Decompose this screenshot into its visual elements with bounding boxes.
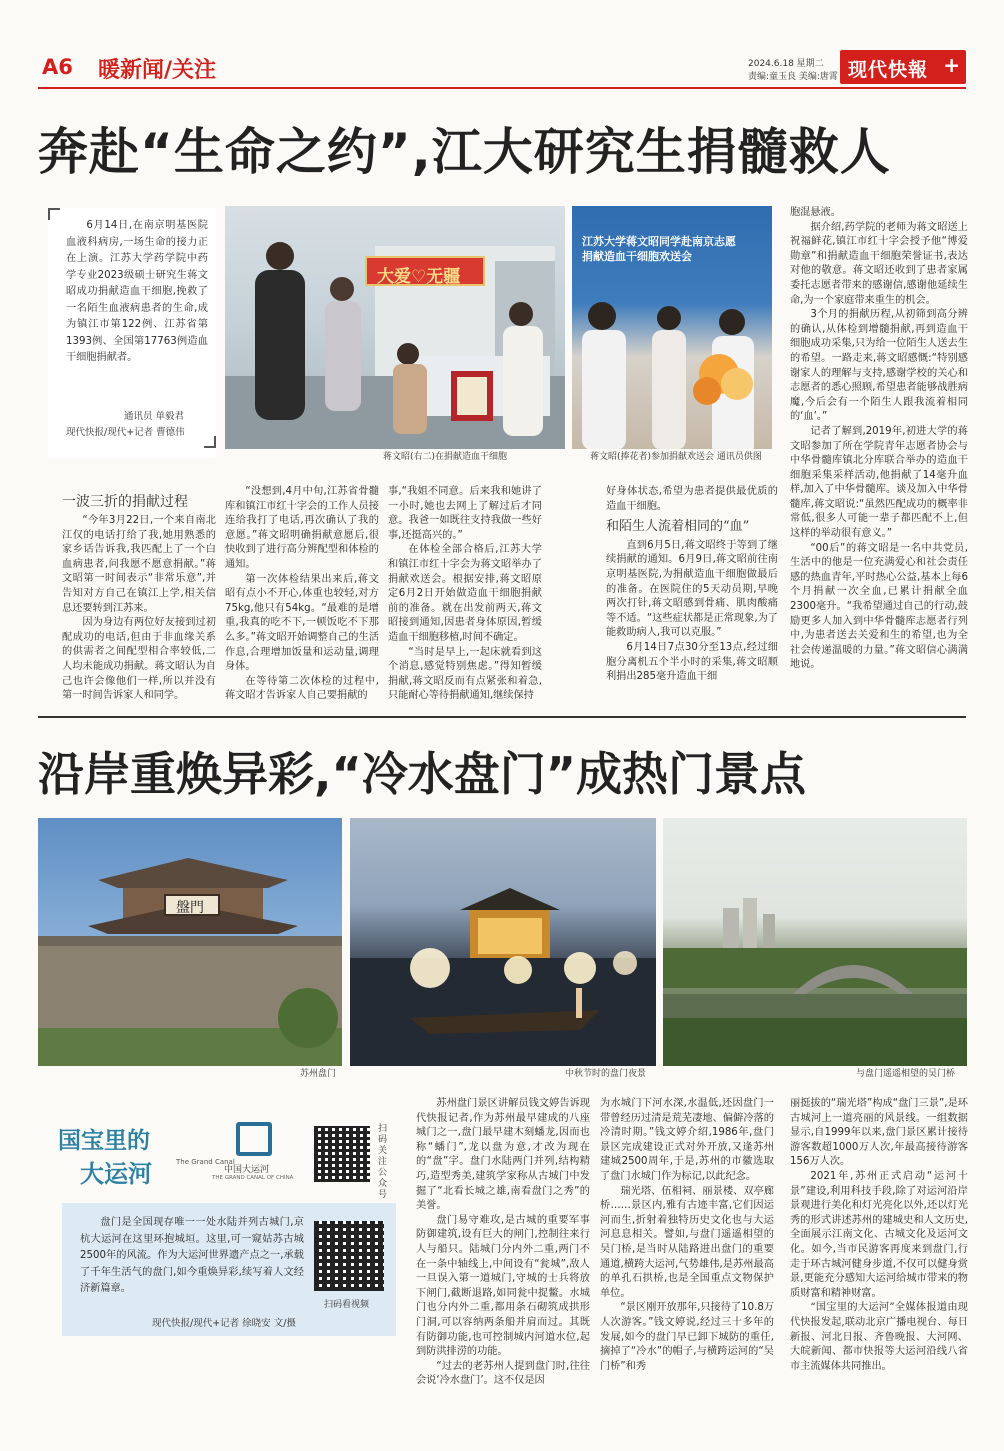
story1-byline-1: 通讯员 单毅君 — [124, 411, 185, 422]
masthead-logo — [840, 50, 966, 84]
story1-column-1 — [62, 514, 216, 704]
photo1-caption: 蒋文昭(右二)在捐献造血干细胞 — [383, 452, 508, 462]
story2-column-2 — [600, 1097, 774, 1374]
paragraph: 2021年,苏州正式启动“运河十景”建设,利用科技手段,除了对运河沿岸景观进行美化和灯光亮化以外,还以灯光秀的形式讲述苏州的建城史和人文历史,全面展示江南文化、古城文化及运河文化。如今,当市民游客再度来到盘门,行走于环古城河健身步道,不仅可以健身赏景,更能充分感知大运河给城市带来的物质财富和精神财富。 — [790, 1170, 968, 1299]
story1-headline: 奔赴“生命之约”,江大研究生捐髓救人 — [38, 123, 891, 181]
gate-scene — [38, 818, 342, 1066]
night-scene — [350, 818, 656, 1066]
story2-column-1 — [416, 1097, 590, 1389]
story1-column-4 — [606, 485, 778, 685]
story1-byline-2: 现代快报/现代+记者 曹德伟 — [66, 427, 185, 438]
editor-credits: 责编:童玉良 美编:唐霄 — [748, 72, 838, 82]
paragraph: 丽挺拔的“瑞光塔”构成“盘门三景”,是环古城河上一道亮丽的风景线。一组数据显示,自1999年以来,盘门景区累计接待游客数超1000万人次,年最高接待游客156万人次。 — [790, 1098, 968, 1168]
paragraph: 第一次体检结果出来后,蒋文昭有点小不开心,体重也较轻,对方75kg,他只有54kg。“最难的是增重,我真的吃不下,一顿饭吃不下那么多。”蒋文昭开始调整自己的生活作息,合理增加饭量和运动量,调理身体。 — [225, 573, 379, 673]
paragraph: “过去的老苏州人提到盘门时,往往会说‘冷水盘门’。这不仅是因 — [416, 1360, 590, 1387]
paragraph: 瑞光塔、伍相祠、丽景楼、双亭廊桥……景区内,雅有古迹丰富,它们因运河而生,折射着独特历史文化也与大运河息息相关。譬如,与盘门遥遥相望的吴门桥,是当时从陆路进出盘门的重要通道,横跨大运河,气势雄伟,是苏州最高的单孔石拱桥,也是全国重点文物保护单位。 — [600, 1185, 774, 1299]
paragraph: 因为身边有两位好友接到过初配成功的电话,但由于非血缘关系的供需者之间配型相合率较低,二人均未能成功捐献。蒋文昭认为自己也许会像他们一样,所以并没有第一时间告诉家人和同学。 — [62, 617, 216, 702]
paragraph: 苏州盘门景区讲解员钱文婷告诉现代快报记者,作为苏州最早建成的八座城门之一,盘门最早建木刻蟠龙,因而也称“蟠门”,龙以盘为意,才改为现在的“盘”字。盘门水陆两门并列,结构精巧,造型秀美,建筑学家称从古城门中发掘了“北看长城之雄,南看盘门之秀”的美誉。 — [416, 1098, 590, 1212]
qr-code-wechat-icon — [314, 1126, 370, 1182]
masthead-name: 现代快報 — [848, 59, 929, 81]
photo-donation-ward — [225, 206, 565, 449]
section-title: 暖新闻/关注 — [98, 58, 217, 83]
bridge-scene — [663, 818, 967, 1066]
column-brand-panel — [48, 1118, 398, 1198]
story1-lead-box — [48, 208, 216, 458]
story2-lead: 盘门是全国现存唯一一处水陆并列古城门,京杭大运河在这里环抱城垣。这里,可一窥姑苏古城2500年的风流。作为大运河世界遗产点之一,承载了千年生活气的盘门,如今重焕异彩,续写着人文经济新篇章。 — [80, 1217, 304, 1294]
story2-column-3 — [790, 1097, 968, 1374]
story1-column-3 — [388, 485, 542, 704]
paragraph: 为水城门下河水深,水温低,还因盘门一带曾经历过清是荒芜凄地、偏僻冷落的冷清时期。”钱文婷介绍,1986年,盘门景区完成建设正式对外开放,又逢苏州建城2500周年,于是,苏州的市徽选取了盘门水城门作为标记,以此纪念。 — [600, 1098, 774, 1182]
paragraph: “00后”的蒋文昭是一名中共党员,生活中的他是一位充满爱心和社会责任感的热血青年,平时热心公益,基本上每6个月捐献一次全血,已累计捐献全血2300毫升。“我希望通过自己的行动,鼓励更多人加入到中华骨髓库志愿者行列中,为患者送去关爱和生的希望,也为全社会传递温暖的力量。”蒋文昭信心满满地说。 — [790, 542, 968, 671]
qr1-label: 扫码关注公众号 — [378, 1124, 388, 1200]
story1-lead: 6月14日,在南京明基医院血液科病房,一场生命的接力正在上演。江苏大学药学院中药学专业2023级硕士研究生蒋文昭成功捐献造血干细胞,挽救了一名陌生血液病患者的生命,成为镇江市第122例、江苏省第1393例、全国第17763例造血干细胞捐献者。 — [66, 220, 208, 363]
issue-date: 2024.6.18 星期二 — [748, 59, 824, 69]
page-number: A6 — [42, 55, 73, 79]
farewell-scene — [572, 206, 772, 449]
paragraph: 直到6月5日,蒋文昭终于等到了继续捐献的通知。6月9日,蒋文昭前往南京明基医院,为捐献造血干细胞做最后的准备。在医院住的5天动员期,早晚两次打针,蒋文昭感到骨痛、肌肉酸痛等不适。“这些症状都是正常现象,为了能救助病人,我可以克服。” — [606, 539, 778, 639]
story2-headline: 沿岸重焕异彩,“冷水盘门”成热门景点 — [38, 747, 806, 801]
banner-love-without-borders — [365, 256, 485, 286]
grand-canal-logo-icon — [236, 1122, 272, 1156]
paragraph: 6月14日7点30分至13点,经过细胞分离机五个半小时的采集,蒋文昭顺利捐出285毫升造血干细 — [606, 641, 778, 683]
qr-code-video-icon — [314, 1221, 384, 1291]
photo-panmen-caption: 苏州盘门 — [300, 1069, 337, 1079]
qr2-label: 扫码看视频 — [324, 1300, 370, 1310]
brand-subtitle: The Grand Canal — [176, 1158, 235, 1166]
gate-plaque — [164, 894, 220, 916]
lead-box-corner — [48, 208, 60, 220]
photo-bridge-caption: 与盘门遥遥相望的吴门桥 — [856, 1069, 956, 1079]
lead-box-corner-bottom — [204, 436, 216, 448]
paragraph: “今年3月22日,一个来自南北江仅的电话打给了我,她用熟悉的家乡话告诉我,我匹配上了一个白血病患者,问我愿不愿意捐献。”蒋文昭第一时间表示“非常乐意”,并告知对方自己在镇江上学,相关信息还要转到江苏来。 — [62, 515, 216, 614]
paragraph: 盘门易守难攻,是古城的重要军事防御建筑,设有巨大的闸门,控制往来行人与船只。陆城门分内外二重,两门不在一条中轴线上,中间设有“瓮城”,敌人一旦误入第一道城门,守城的士兵将放下闸门,截断退路,如同瓮中捉鳖。水城门也分内外二重,都用条石砌筑成拱形门洞,可以容纳两条船并肩而过。其既有防御功能,也可控制城内河道水位,起到防洪排涝的功能。 — [416, 1214, 590, 1358]
paragraph: 事,“我姐不同意。后来我和她讲了一小时,她也去网上了解过后才同意。我爸一如既往支持我做一些好事,还挺高兴的。” — [388, 486, 542, 541]
paragraph: 据介绍,药学院的老师为蒋文昭送上祝福鲜花,镇江市红十字会授予他“博爱勋章”和捐献造血干细胞荣誉证书,表达对他的敬意。蒋文昭还收到了患者家属委托志愿者带来的感谢信,感谢他延续生命,为一个家庭带来重生的机会。 — [790, 221, 968, 306]
brand-title-2: 大运河 — [80, 1159, 152, 1188]
paragraph: 3个月的捐献历程,从初筛到高分辨的确认,从体检到增髓捐献,再到造血干细胞成功采集,只为给一位陌生人送去生的希望。一路走来,蒋文昭感慨:“特别感谢家人的理解与支持,感谢学校的关心和志愿者的悉心照顾,希望患者能够战胜病魔,今后会有一个陌生人跟我流着相同的‘血’。” — [790, 309, 968, 423]
brand-title-1: 国宝里的 — [58, 1127, 150, 1154]
page-header — [0, 0, 1004, 92]
event-banner-text: 江苏大学蒋文昭同学赴南京志愿 捐献造血干细胞欢送会 — [582, 235, 736, 263]
paragraph: “国宝里的大运河”全媒体报道由现代快报发起,联动北京广播电视台、每日新报、河北日报、齐鲁晚报、大河网、大皖新闻、都市快报等大运河沿线八省市主流媒体共同推出。 — [790, 1302, 968, 1372]
story-divider — [38, 716, 966, 718]
story1-subhead-1: 一波三折的捐献过程 — [62, 494, 188, 510]
masthead-plus: + — [943, 53, 960, 77]
story1-column-2 — [225, 485, 379, 704]
photo-farewell-event — [572, 206, 772, 449]
story2-byline: 现代快报/现代+记者 徐晓安 文/摄 — [152, 1318, 296, 1329]
photo2-caption: 蒋文昭(捧花者)参加捐献欢送会 通讯员供图 — [590, 452, 762, 462]
photo-panmen-gate — [38, 818, 342, 1066]
story1-column-5 — [790, 206, 968, 673]
story2-lead-box — [62, 1203, 396, 1336]
banner-text: 大爱♡无疆 — [377, 267, 461, 287]
paragraph: 记者了解到,2019年,初进大学的蒋文昭参加了所在学院青年志愿者协会与中华骨髓库镇北分库联合举办的造血干细胞采集采样活动,他捐献了14毫升血样,加入了中华骨髓库。谈及加入中华骨髓库,蒋文昭说:“虽然匹配成功的概率非常低,很多人可能一辈子都匹配不上,但这样的举动很有意义。” — [790, 425, 968, 540]
grand-canal-logo-text: 中国大运河 — [224, 1165, 270, 1175]
story1-subhead-2: 和陌生人流着相同的“血” — [606, 519, 750, 535]
photo-night-caption: 中秋节时的盘门夜景 — [565, 1069, 647, 1079]
paragraph: 胞混悬液。 — [790, 207, 841, 218]
photo-wumen-bridge — [663, 818, 967, 1066]
paragraph: “没想到,4月中旬,江苏省骨髓库和镇江市红十字会的工作人员接连给我打了电话,再次确认了我的意愿。”蒋文昭明确捐献意愿后,很快收到了进行高分辨配型和体检的通知。 — [225, 486, 379, 570]
paragraph: 在体检全部合格后,江苏大学和镇江市红十字会为蒋文昭举办了捐献欢送会。根据安排,蒋文昭原定6月2日开始做造血干细胞捐献前的准备。就在出发前两天,蒋文昭接到通知,因患者身体原因,暂缓造血干细胞移植,时间不确定。 — [388, 544, 542, 643]
grand-canal-logo-sub: THE GRAND CANAL OF CHINA — [212, 1175, 294, 1181]
paragraph: 好身体状态,希望为患者提供最优质的造血干细胞。 — [606, 486, 778, 512]
photo-panmen-night — [350, 818, 656, 1066]
paragraph: 在等待第二次体检的过程中,蒋文昭才告诉家人自己要捐献的 — [225, 675, 379, 702]
ward-scene — [225, 206, 565, 449]
paragraph: “当时是早上,一起床就看到这个消息,感觉特别焦虑。”得知暂缓捐献,蒋文昭反而有点紧张和着急,只能耐心等待捐献通知,继续保持 — [388, 646, 542, 702]
header-rule — [38, 87, 966, 89]
paragraph: “景区刚开放那年,只接待了10.8万人次游客。”钱文婷说,经过三十多年的发展,如今的盘门早已卸下城防的重任,摘掉了“冷水”的帽子,与横跨运河的“吴门桥”和秀 — [600, 1302, 774, 1372]
gate-plaque-text: 盤門 — [176, 900, 204, 916]
